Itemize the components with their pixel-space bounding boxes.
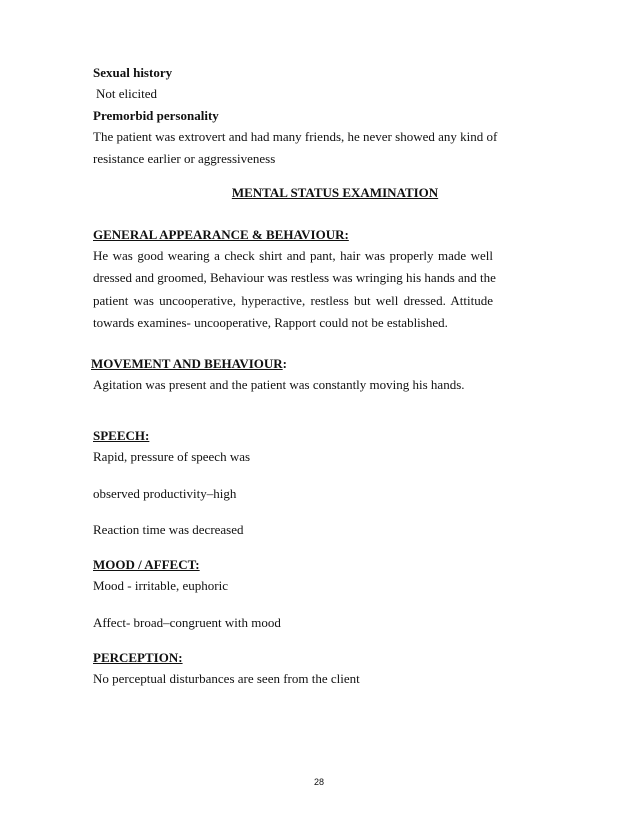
page-number: 28: [313, 777, 324, 787]
speech-line-2: observed productivity–high: [93, 486, 237, 501]
speech-heading: SPEECH:: [93, 428, 150, 443]
perception-heading: PERCEPTION:: [93, 650, 183, 665]
mood-heading: MOOD / AFFECT:: [93, 557, 200, 572]
movement-heading: MOVEMENT AND BEHAVIOUR: [91, 356, 283, 371]
premorbid-line-1: The patient was extrovert and had many friends, he never showed any kind of: [93, 129, 498, 144]
speech-line-3: Reaction time was decreased: [93, 522, 244, 537]
premorbid-heading: Premorbid personality: [93, 108, 219, 123]
movement-text: Agitation was present and the patient was constantly moving his hands.: [93, 377, 465, 392]
appearance-line-3: patient was uncooperative, hyperactive, restless but well dressed. Attitude: [93, 293, 493, 308]
mood-line-2: Affect- broad–congruent with mood: [93, 615, 281, 630]
appearance-line-4: towards examines- uncooperative, Rapport could not be established.: [93, 315, 448, 330]
mood-line-1: Mood - irritable, euphoric: [93, 578, 229, 593]
movement-heading-colon: :: [282, 356, 287, 371]
sexual-history-heading: Sexual history: [93, 65, 173, 80]
premorbid-line-2: resistance earlier or aggressiveness: [93, 151, 276, 166]
appearance-line-2: dressed and groomed, Behaviour was restless was wringing his hands and the: [93, 270, 496, 285]
perception-text: No perceptual disturbances are seen from the client: [93, 671, 360, 686]
appearance-line-1: He was good wearing a check shirt and pant, hair was properly made well: [93, 248, 493, 263]
appearance-heading: GENERAL APPEARANCE & BEHAVIOUR:: [93, 227, 349, 242]
movement-heading-wrap: [91, 356, 287, 372]
mse-title: MENTAL STATUS EXAMINATION: [231, 185, 439, 200]
speech-line-1: Rapid, pressure of speech was: [93, 449, 251, 464]
sexual-history-text: Not elicited: [96, 86, 158, 101]
